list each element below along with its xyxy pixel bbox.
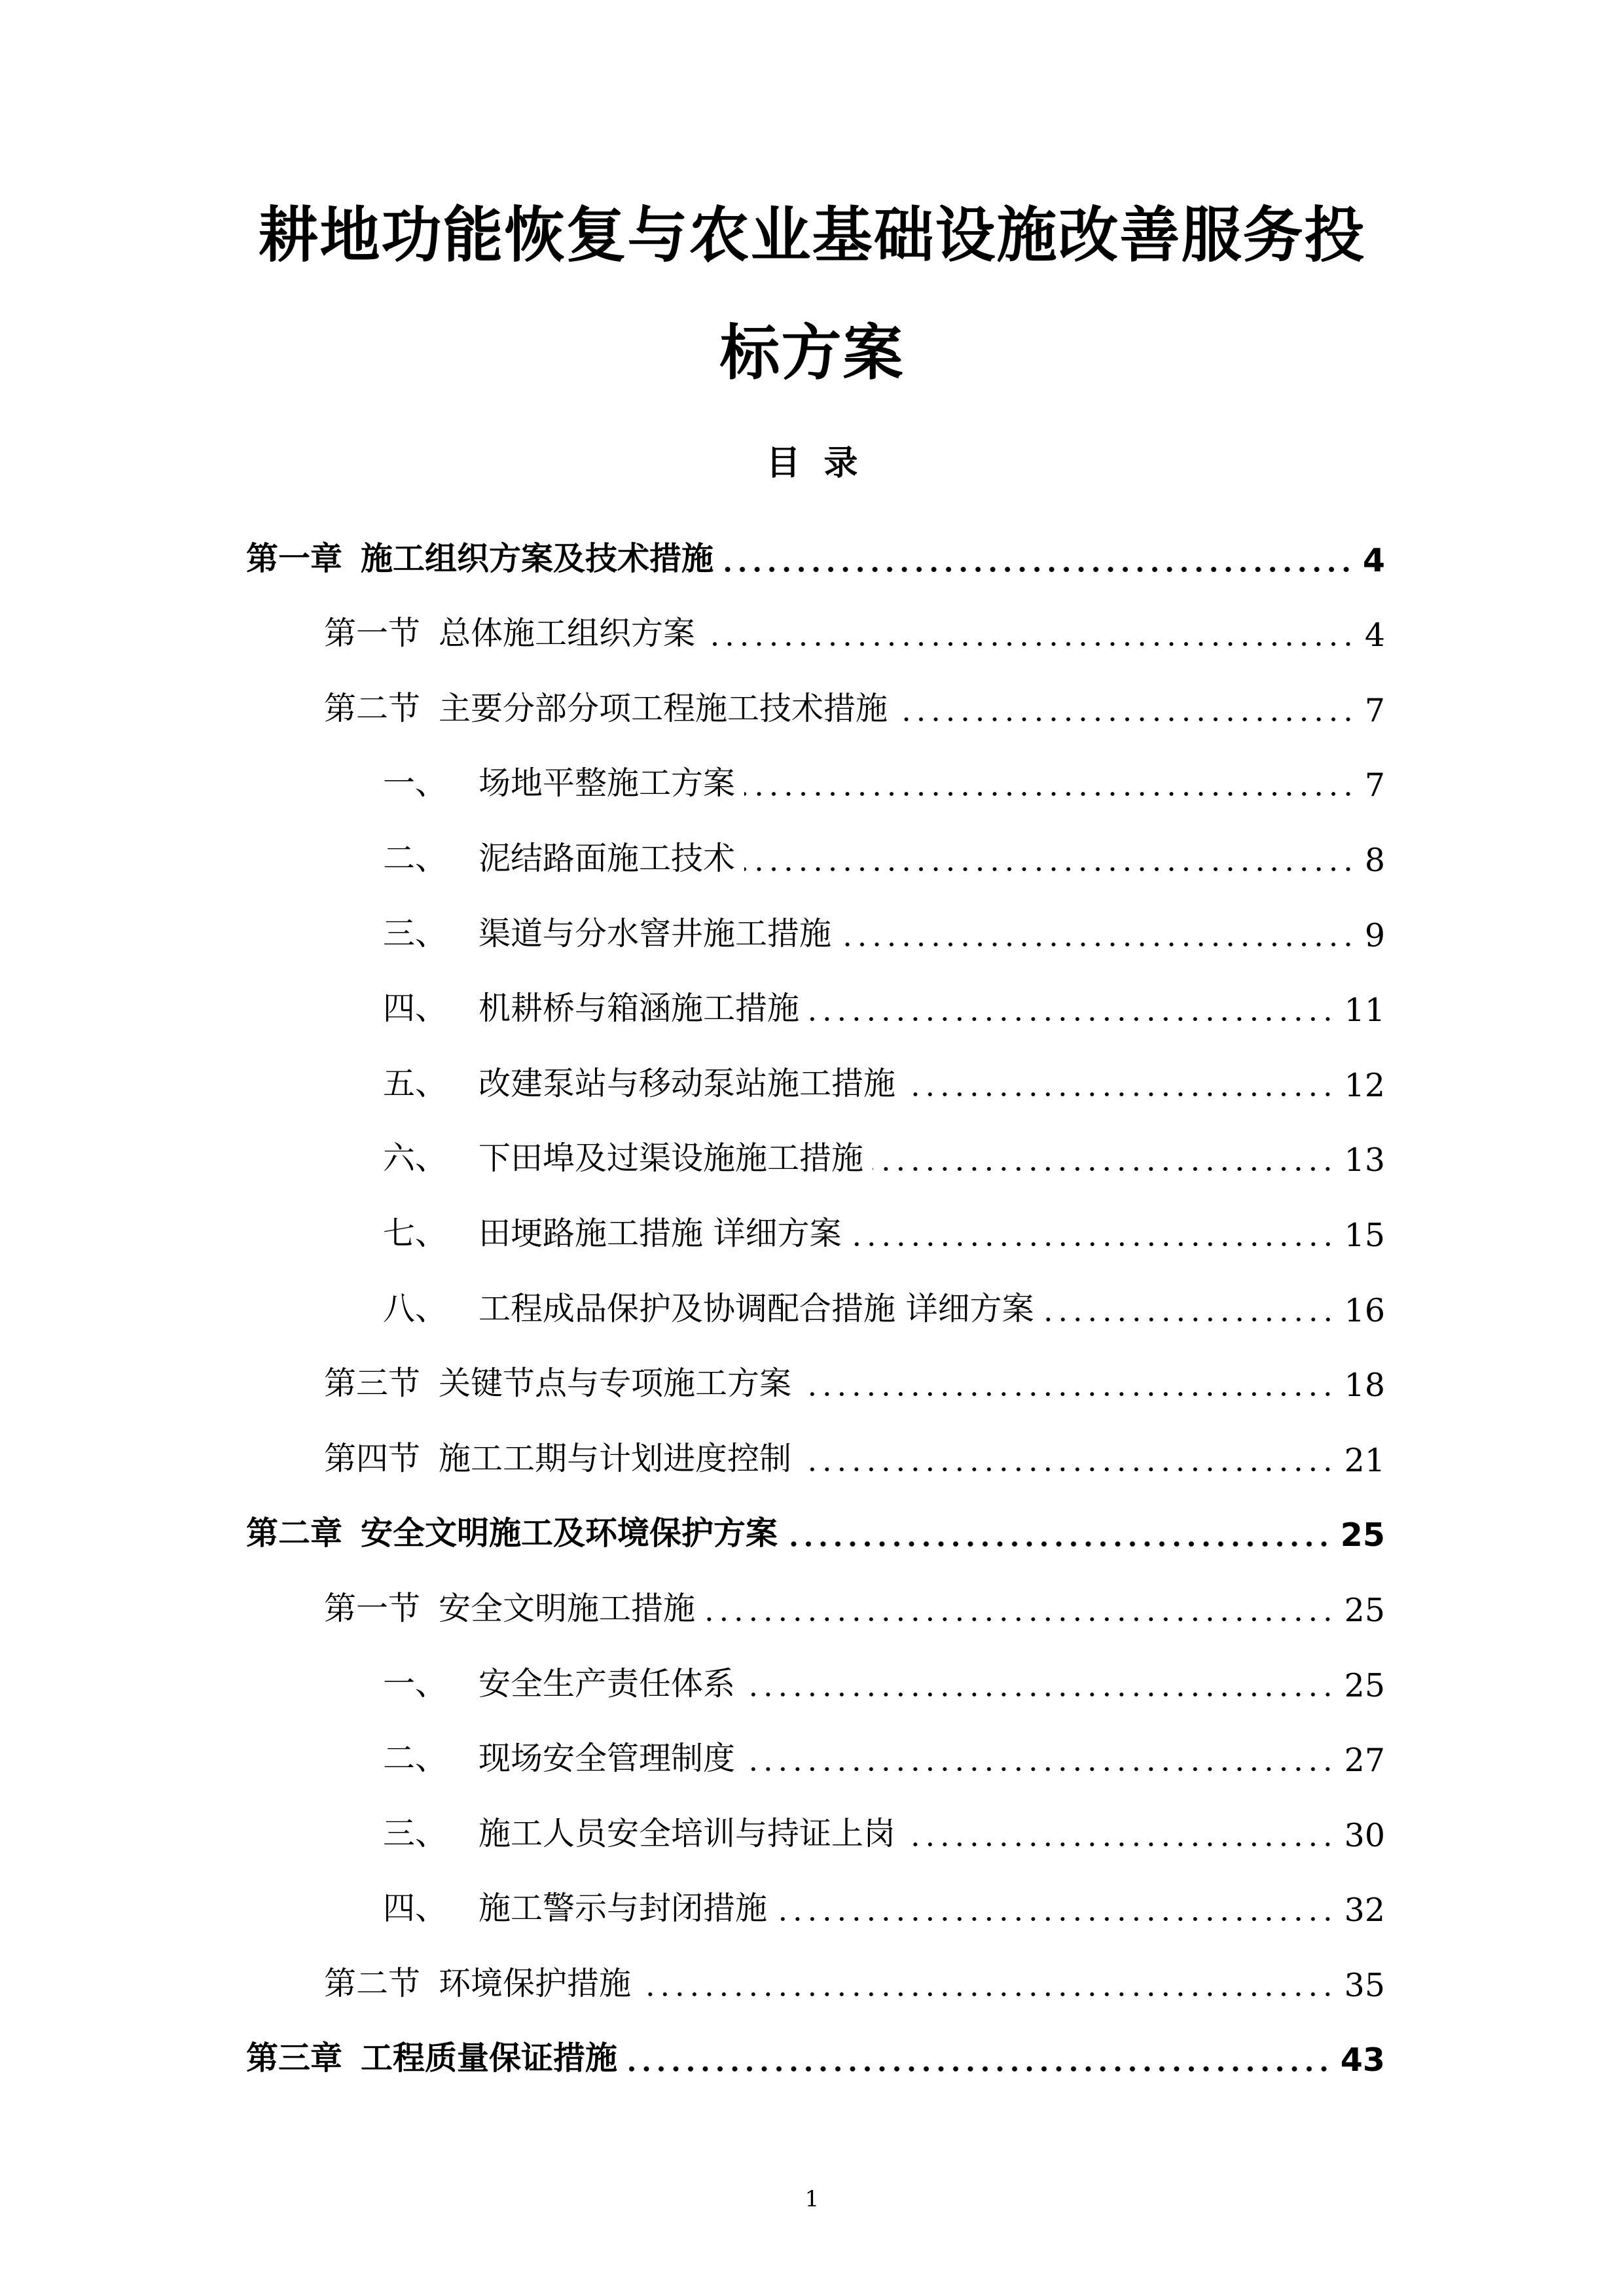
toc-entry-number: 第三节 — [324, 1365, 421, 1403]
toc-subsection-entry[interactable] — [246, 879, 1385, 954]
toc-subsection-entry[interactable] — [246, 804, 1385, 879]
toc-entry-page: 21 — [1344, 1441, 1385, 1479]
dot-leader — [723, 566, 1354, 573]
dot-leader — [776, 1916, 1335, 1922]
toc-entry-number: 第二章 — [246, 1515, 343, 1552]
toc-entry-page: 43 — [1340, 2041, 1385, 2079]
document-title-line-1: 耕地功能恢复与农业基础设施改善服务投 — [258, 200, 1366, 270]
toc-entry-title: 关键节点与专项施工方案 — [439, 1365, 792, 1403]
toc-entry-number: 第三章 — [246, 2039, 343, 2077]
dot-leader — [905, 1091, 1335, 1098]
dot-leader — [744, 866, 1356, 872]
toc-subsection-entry[interactable] — [246, 1179, 1385, 1254]
toc-chapter-entry[interactable] — [246, 1479, 1385, 1554]
toc-entry-page: 25 — [1340, 1516, 1385, 1554]
dot-leader — [787, 1541, 1331, 1547]
dot-leader — [840, 941, 1356, 948]
toc-subsection-entry[interactable] — [246, 1779, 1385, 1854]
dot-leader — [640, 1991, 1335, 1998]
toc-entry-page: 11 — [1344, 992, 1385, 1030]
toc-entry-page: 15 — [1344, 1216, 1385, 1254]
toc-entry-title: 总体施工组织方案 — [439, 615, 696, 653]
toc-entry-number: 四、 — [383, 1890, 448, 1928]
toc-entry-title: 改建泵站与移动泵站施工措施 — [478, 1064, 896, 1102]
page-number: 1 — [804, 2186, 820, 2212]
dot-leader — [801, 1466, 1335, 1473]
toc-entry-number: 第二节 — [324, 1964, 421, 2002]
dot-leader — [626, 2066, 1331, 2072]
toc-entry-number: 第一章 — [246, 539, 343, 577]
dot-leader — [744, 791, 1356, 797]
toc-entry-title: 施工工期与计划进度控制 — [439, 1439, 792, 1477]
toc-chapter-entry[interactable] — [246, 2004, 1385, 2079]
toc-entry-title: 田埂路施工措施 详细方案 — [478, 1214, 842, 1252]
toc-entry-page: 32 — [1344, 1892, 1385, 1929]
toc-entry-title: 安全生产责任体系 — [478, 1664, 736, 1702]
toc-entry-title: 机耕桥与箱涵施工措施 — [478, 990, 800, 1028]
toc-chapter-entry[interactable] — [246, 504, 1385, 579]
toc-entry-number: 一、 — [383, 764, 448, 802]
toc-entry-page: 8 — [1364, 841, 1385, 879]
toc-subsection-entry[interactable] — [246, 1254, 1385, 1329]
toc-entry-number: 八、 — [383, 1289, 448, 1327]
toc-entry-title: 主要分部分项工程施工技术措施 — [439, 689, 888, 727]
toc-entry-title: 安全文明施工及环境保护方案 — [361, 1515, 778, 1552]
toc-heading: 目录 — [766, 444, 882, 483]
toc-entry-page: 7 — [1364, 766, 1385, 804]
toc-entry-title: 施工组织方案及技术措施 — [361, 539, 714, 577]
toc-section-entry[interactable] — [246, 579, 1385, 655]
toc-entry-page: 13 — [1344, 1141, 1385, 1179]
toc-entry-page: 16 — [1344, 1291, 1385, 1329]
toc-section-entry[interactable] — [246, 1929, 1385, 2004]
toc-entry-number: 三、 — [383, 914, 448, 952]
toc-entry-page: 4 — [1364, 617, 1385, 655]
toc-entry-page: 12 — [1344, 1066, 1385, 1104]
toc-section-entry[interactable] — [246, 654, 1385, 729]
toc-entry-title: 场地平整施工方案 — [478, 764, 736, 802]
toc-section-entry[interactable] — [246, 1554, 1385, 1629]
toc-entry-number: 七、 — [383, 1214, 448, 1252]
dot-leader — [744, 1766, 1335, 1772]
toc-entry-title: 施工警示与封闭措施 — [478, 1890, 768, 1928]
document-title-line-2: 标方案 — [719, 318, 905, 388]
dot-leader — [744, 1691, 1335, 1698]
dot-leader — [704, 641, 1356, 647]
toc-entry-page: 9 — [1364, 916, 1385, 954]
toc-entry-number: 四、 — [383, 990, 448, 1028]
toc-entry-number: 一、 — [383, 1664, 448, 1702]
toc-entry-title: 施工人员安全培训与持证上岗 — [478, 1814, 896, 1852]
toc-entry-title: 下田埠及过渠设施施工措施 — [478, 1139, 864, 1177]
dot-leader — [873, 1166, 1335, 1172]
table-of-contents — [246, 504, 1385, 2079]
toc-entry-page: 35 — [1344, 1966, 1385, 2004]
dot-leader — [808, 1016, 1335, 1022]
toc-entry-page: 18 — [1344, 1367, 1385, 1405]
toc-subsection-entry[interactable] — [246, 1629, 1385, 1704]
toc-subsection-entry[interactable] — [246, 1704, 1385, 1780]
toc-entry-number: 二、 — [383, 839, 448, 877]
toc-entry-page: 27 — [1344, 1742, 1385, 1780]
toc-entry-number: 六、 — [383, 1139, 448, 1177]
toc-entry-title: 工程成品保护及协调配合措施 详细方案 — [478, 1289, 1034, 1327]
toc-entry-title: 工程质量保证措施 — [361, 2039, 618, 2077]
toc-entry-number: 三、 — [383, 1814, 448, 1852]
toc-entry-page: 25 — [1344, 1591, 1385, 1629]
toc-subsection-entry[interactable] — [246, 1104, 1385, 1179]
dot-leader — [897, 716, 1356, 723]
toc-entry-page: 7 — [1364, 691, 1385, 729]
toc-section-entry[interactable] — [246, 1329, 1385, 1405]
toc-subsection-entry[interactable] — [246, 729, 1385, 804]
toc-subsection-entry[interactable] — [246, 1854, 1385, 1929]
dot-leader — [801, 1391, 1335, 1397]
toc-entry-number: 第一节 — [324, 615, 421, 653]
toc-entry-number: 第四节 — [324, 1439, 421, 1477]
toc-entry-title: 现场安全管理制度 — [478, 1740, 736, 1778]
toc-entry-title: 渠道与分水窨井施工措施 — [478, 914, 832, 952]
toc-entry-page: 30 — [1344, 1816, 1385, 1854]
toc-subsection-entry[interactable] — [246, 1029, 1385, 1104]
dot-leader — [851, 1241, 1335, 1247]
dot-leader — [704, 1616, 1335, 1623]
toc-entry-page: 25 — [1344, 1666, 1385, 1704]
toc-entry-title: 泥结路面施工技术 — [478, 839, 736, 877]
toc-entry-number: 第一节 — [324, 1589, 421, 1627]
toc-entry-page: 4 — [1362, 541, 1385, 579]
toc-entry-number: 二、 — [383, 1740, 448, 1778]
toc-entry-number: 第二节 — [324, 689, 421, 727]
toc-entry-title: 环境保护措施 — [439, 1964, 632, 2002]
dot-leader — [905, 1841, 1335, 1848]
toc-entry-number: 五、 — [383, 1064, 448, 1102]
toc-subsection-entry[interactable] — [246, 954, 1385, 1030]
dot-leader — [1043, 1316, 1335, 1323]
toc-section-entry[interactable] — [246, 1404, 1385, 1479]
toc-entry-title: 安全文明施工措施 — [439, 1589, 696, 1627]
